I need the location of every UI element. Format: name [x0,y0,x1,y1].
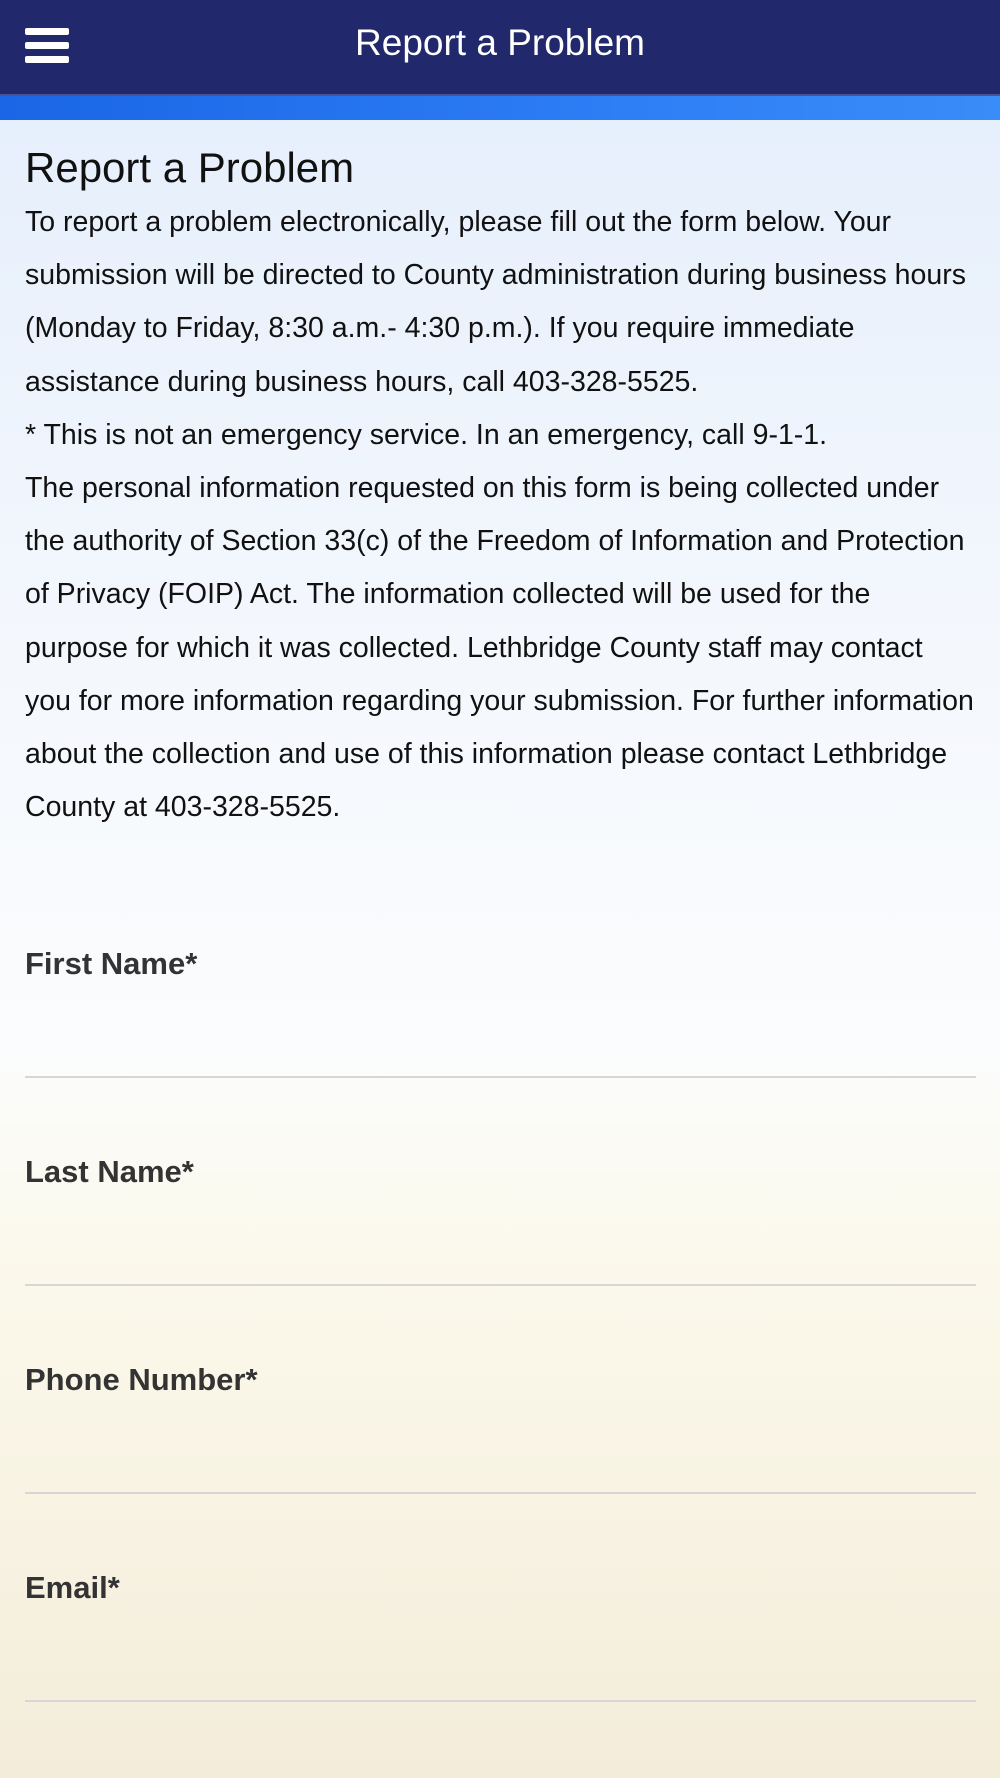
privacy-notice: The personal information requested on this form is being collected under the authority of Section 33(c) of the Freedom of Information and Protection of Privacy (FOIP) Act. The information collected will be used for the purpose for which it was collected. Lethbridge County staff may contact you for more information regarding your submission. For further information about the collection and use of this information please contact Lethbridge County at 403-328-5525. [25,472,974,824]
email-field [25,1570,976,1606]
last-name-input[interactable] [25,1214,976,1286]
header-title: Report a Problem [355,22,645,63]
intro-paragraph: To report a problem electronically, please fill out the form below. Your submission will be directed to County administration during business hours (Monday to Friday, 8:30 a.m.- 4:30 p.m.). If you require immediate assistance during business hours, call 403-328-5525. [25,206,966,398]
app-header [0,0,1000,96]
email-label: Email* [25,1570,120,1605]
last-name-field [25,1154,976,1190]
first-name-field [25,946,976,982]
phone-number-field [25,1362,976,1398]
page-title: Report a Problem [25,144,355,191]
first-name-input[interactable] [25,1006,976,1078]
emergency-notice: * This is not an emergency service. In an emergency, call 9-1-1. [25,418,828,451]
phone-number-input[interactable] [25,1422,976,1494]
intro-section [25,144,975,834]
last-name-label: Last Name* [25,1154,194,1189]
header-accent-band [0,96,1000,120]
first-name-label: First Name* [25,946,198,981]
phone-number-label: Phone Number* [25,1362,258,1397]
email-input[interactable] [25,1630,976,1702]
